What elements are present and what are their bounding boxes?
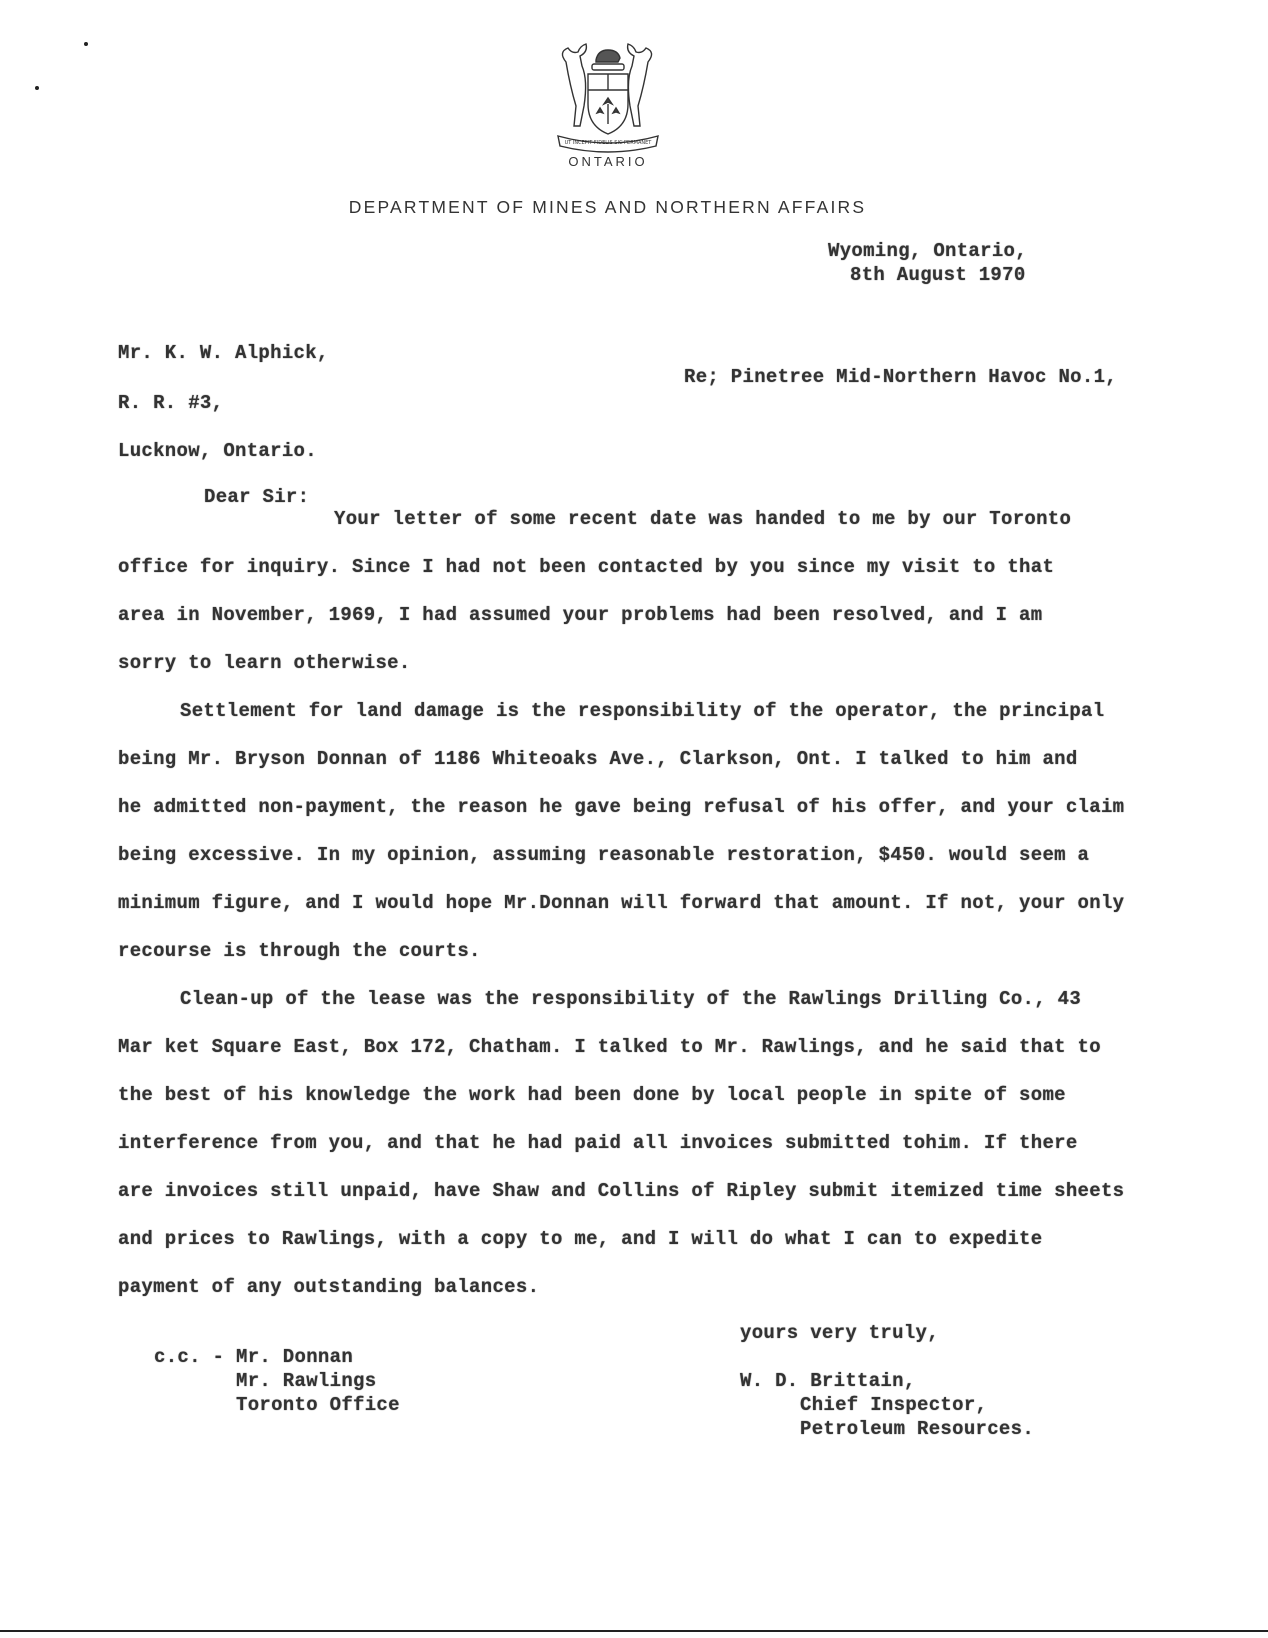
body-line: and prices to Rawlings, with a copy to me, and I will do what I can to expedite: [118, 1228, 1043, 1250]
body-line: area in November, 1969, I had assumed your problems had been resolved, and I am: [118, 604, 1043, 626]
page-bottom-rule: [0, 1630, 1268, 1632]
body-line: sorry to learn otherwise.: [118, 652, 411, 674]
body-line: Clean-up of the lease was the responsibility of the Rawlings Drilling Co., 43: [180, 988, 1082, 1010]
body-line: Settlement for land damage is the responsibility of the operator, the principal: [180, 700, 1105, 722]
body-line: office for inquiry. Since I had not been contacted by you since my visit to that: [118, 556, 1055, 578]
recipient-route: R. R. #3,: [118, 392, 224, 414]
ontario-crest-icon: [548, 38, 668, 156]
cc-recipient: Mr. Rawlings: [236, 1370, 377, 1392]
salutation: Dear Sir:: [204, 486, 310, 508]
body-line: Mar ket Square East, Box 172, Chatham. I talked to Mr. Rawlings, and he said that to: [118, 1036, 1101, 1058]
cc-recipient: Mr. Donnan: [236, 1346, 354, 1368]
body-line: recourse is through the courts.: [118, 940, 481, 962]
crest-motto: UT INCEPIT FIDELIS SIC PERMANET: [564, 140, 652, 146]
body-line: are invoices still unpaid, have Shaw and Collins of Ripley submit itemized time sheets: [118, 1180, 1125, 1202]
body-line: Your letter of some recent date was handed to me by our Toronto: [334, 508, 1072, 530]
recipient-city: Lucknow, Ontario.: [118, 440, 317, 462]
signer-name: W. D. Brittain,: [740, 1370, 916, 1392]
body-line: being Mr. Bryson Donnan of 1186 Whiteoaks Ave., Clarkson, Ont. I talked to him and: [118, 748, 1078, 770]
recipient-name: Mr. K. W. Alphick,: [118, 342, 329, 364]
reference-line: Re; Pinetree Mid-Northern Havoc No.1,: [684, 366, 1117, 388]
body-line: the best of his knowledge the work had been done by local people in spite of some: [118, 1084, 1066, 1106]
body-line: payment of any outstanding balances.: [118, 1276, 540, 1298]
province-name: ONTARIO: [568, 154, 648, 169]
body-line: he admitted non-payment, the reason he gave being refusal of his offer, and your claim: [118, 796, 1125, 818]
body-line: minimum figure, and I would hope Mr.Donnan will forward that amount. If not, your only: [118, 892, 1125, 914]
body-line: being excessive. In my opinion, assuming reasonable restoration, $450. would seem a: [118, 844, 1090, 866]
valediction: yours very truly,: [740, 1322, 939, 1344]
speck-mark: [35, 86, 39, 90]
speck-mark: [84, 42, 88, 46]
signer-title: Petroleum Resources.: [800, 1418, 1035, 1440]
body-line: interference from you, and that he had paid all invoices submitted tohim. If there: [118, 1132, 1078, 1154]
cc-prefix: c.c. -: [154, 1346, 225, 1368]
cc-recipient: Toronto Office: [236, 1394, 400, 1416]
signer-title: Chief Inspector,: [800, 1394, 988, 1416]
department-name: DEPARTMENT OF MINES AND NORTHERN AFFAIRS: [348, 197, 867, 217]
letter-date: 8th August 1970: [850, 264, 1026, 286]
letter-place: Wyoming, Ontario,: [828, 240, 1027, 262]
